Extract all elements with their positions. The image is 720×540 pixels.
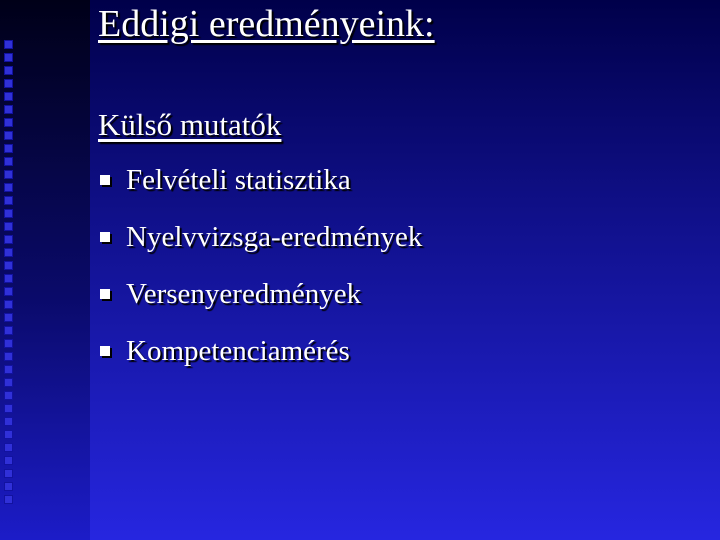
decorative-square [4,326,13,335]
square-bullet-icon [100,175,110,185]
decorative-square [4,196,13,205]
decorative-square [4,157,13,166]
square-bullet-icon [100,232,110,242]
bullet-list [100,160,422,388]
bullet-item [100,331,422,371]
decorative-square [4,235,13,244]
slide-title: Eddigi eredményeink: [98,3,435,45]
decorative-square [4,469,13,478]
decorative-square-column [4,40,22,520]
bullet-item [100,217,422,257]
decorative-square [4,300,13,309]
decorative-square [4,209,13,218]
square-bullet-icon [100,346,110,356]
decorative-square [4,313,13,322]
bullet-text: Kompetenciamérés [126,334,350,367]
decorative-square [4,40,13,49]
decorative-square [4,92,13,101]
bullet-text: Versenyeredmények [126,277,362,310]
decorative-square [4,118,13,127]
decorative-square [4,430,13,439]
decorative-square [4,261,13,270]
decorative-square [4,53,13,62]
bullet-text: Nyelvvizsga-eredmények [126,220,423,253]
square-bullet-icon [100,289,110,299]
bullet-text: Felvételi statisztika [126,163,351,196]
decorative-square [4,378,13,387]
bullet-item [100,160,422,200]
decorative-square [4,365,13,374]
decorative-square [4,105,13,114]
decorative-square [4,222,13,231]
decorative-square [4,274,13,283]
decorative-square [4,404,13,413]
decorative-square [4,495,13,504]
decorative-square [4,144,13,153]
decorative-square [4,79,13,88]
decorative-square [4,131,13,140]
decorative-square [4,482,13,491]
left-decorative-band [0,0,90,540]
decorative-square [4,417,13,426]
bullet-item [100,274,422,314]
decorative-square [4,391,13,400]
decorative-square [4,287,13,296]
decorative-square [4,66,13,75]
decorative-square [4,352,13,361]
decorative-square [4,183,13,192]
decorative-square [4,456,13,465]
decorative-square [4,339,13,348]
slide-subtitle: Külső mutatók [98,107,282,142]
decorative-square [4,248,13,257]
decorative-square [4,443,13,452]
decorative-square [4,170,13,179]
